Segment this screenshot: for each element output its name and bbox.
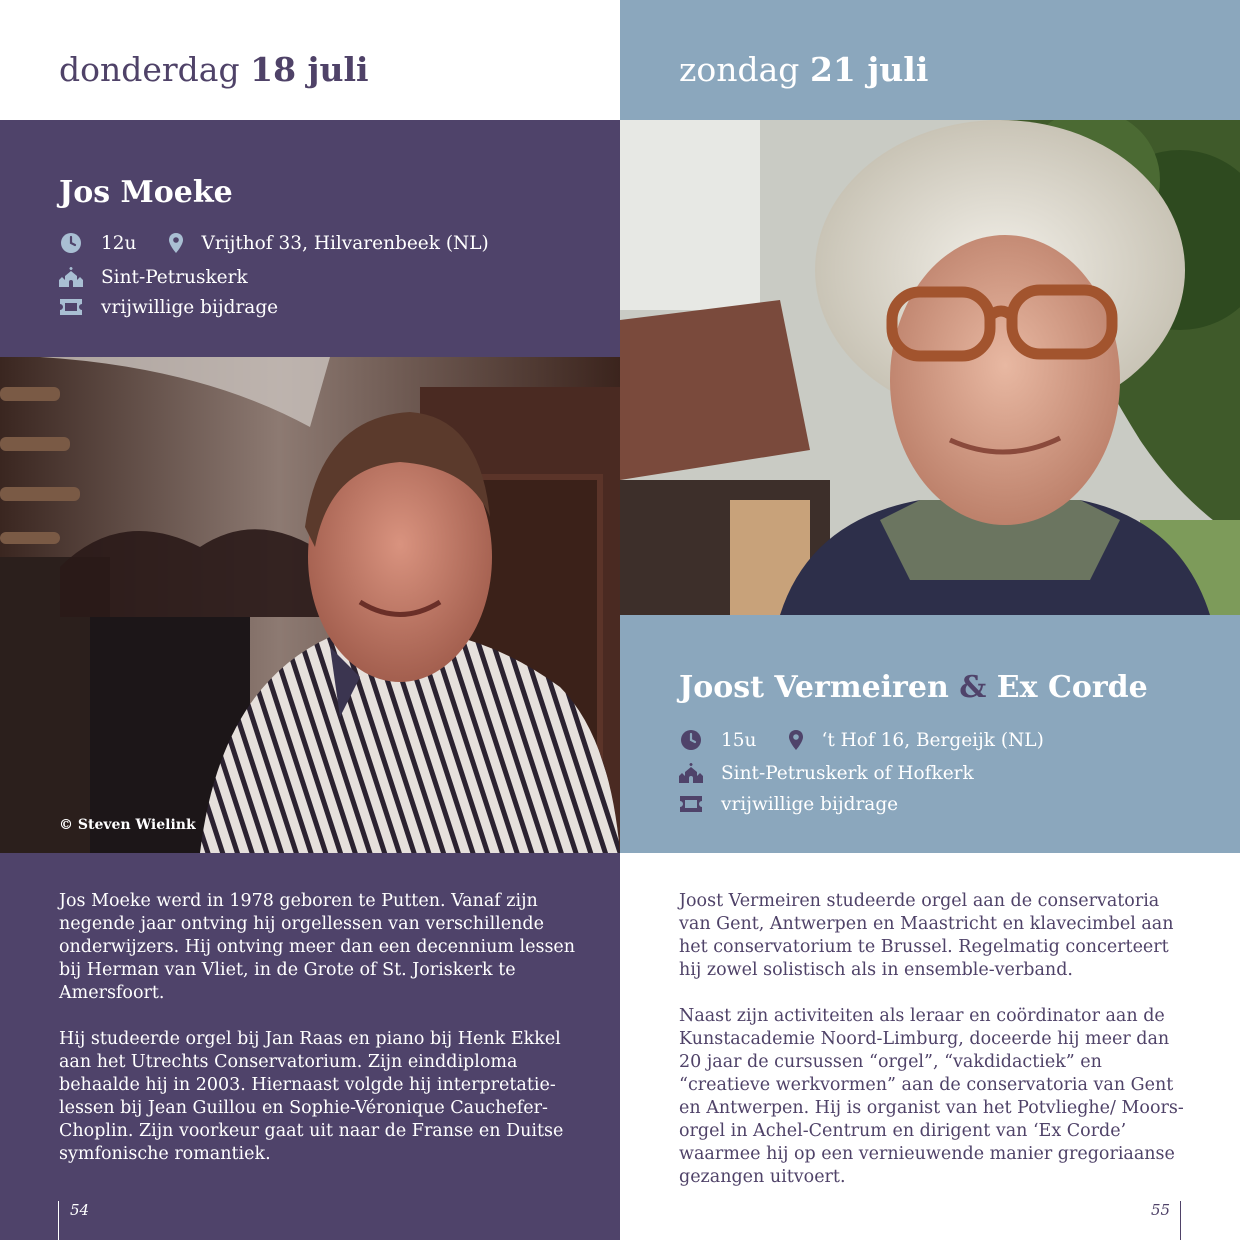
left-date-date: 18 juli [250, 50, 369, 89]
right-venue-row [679, 760, 974, 786]
right-page-header [620, 0, 1240, 120]
location-pin-icon [166, 231, 186, 255]
left-bio [59, 890, 579, 1189]
right-venue: Sint-Petruskerk of Hofkerk [721, 762, 974, 784]
right-price-row [679, 791, 898, 817]
right-time: 15u [721, 729, 757, 751]
left-bio-paragraph-2: Hij studeerde orgel bij Jan Raas en piano bij Henk Ekkel aan het Utrechts Conservatorium. Zijn einddiploma behaalde hij in 2003. Hiernaast volgde hij interpretatie-lessen bij Jean Guillou en Sophie-Véronique Cauchefer-Choplin. Zijn voorkeur gaat uit naar de Franse en Duitse symfonische romantiek. [59, 1029, 564, 1164]
organist-photo-joost-vermeiren [620, 120, 1240, 615]
ticket-icon [679, 792, 703, 816]
right-date-day: zondag [679, 50, 800, 89]
organist-photo-illustration [0, 357, 620, 853]
portrait-photo-illustration [620, 120, 1240, 615]
left-venue-row [59, 264, 248, 290]
church-icon [59, 265, 83, 289]
right-address: ‘t Hof 16, Bergeijk (NL) [821, 729, 1044, 751]
right-event-info [620, 615, 1240, 853]
left-bio-section [0, 853, 620, 1240]
photo-credit: © Steven Wielink [59, 817, 196, 833]
right-bio-paragraph-2: Naast zijn activiteiten als leraar en coördinator aan de Kunstacademie Noord-Limburg, doceerde hij meer dan 20 jaar de cursussen “orgel”, “vakdidactiek” en “creatieve werkvormen” aan de conservatoria van Gent en Antwerpen. Hij is organist van het Potvlieghe/ Moors-orgel in Achel-Centrum en dirigent van ‘Ex Corde’ waarmee hij op een vernieuwende manier gregoriaanse gezangen uitvoert. [679, 1006, 1184, 1187]
left-performer-name: Jos Moeke [59, 175, 233, 210]
location-pin-icon [786, 728, 806, 752]
right-bio-section [620, 853, 1240, 1240]
left-event-info [0, 120, 620, 357]
organist-photo-jos-moeke [0, 357, 620, 853]
page-number-rule [1180, 1201, 1181, 1240]
right-date [679, 50, 928, 90]
left-page-header [0, 0, 620, 120]
page-number-rule [58, 1201, 59, 1240]
left-bio-paragraph-1: Jos Moeke werd in 1978 geboren te Putten. Vanaf zijn negende jaar ontving hij orgellessen van verschillende onderwijzers. Hij ontving meer dan een decennium lessen bij Herman van Vliet, in de Grote of St. Joriskerk te Amersfoort. [59, 891, 576, 1003]
left-price-row [59, 294, 278, 320]
left-price: vrijwillige bijdrage [101, 296, 279, 318]
left-time: 12u [101, 232, 137, 254]
right-bio [679, 890, 1189, 1212]
left-time-location-row [59, 230, 489, 256]
ticket-icon [59, 295, 83, 319]
clock-icon [679, 728, 703, 752]
church-icon [679, 761, 703, 785]
right-price: vrijwillige bijdrage [721, 793, 899, 815]
left-address: Vrijthof 33, Hilvarenbeek (NL) [201, 232, 489, 254]
page-number-left: 54 [70, 1201, 90, 1219]
left-date [59, 50, 369, 90]
clock-icon [59, 231, 83, 255]
left-venue: Sint-Petruskerk [101, 266, 248, 288]
right-performer-name [679, 670, 1148, 706]
right-date-date: 21 juli [809, 50, 929, 89]
right-bio-paragraph-1: Joost Vermeiren studeerde orgel aan de conservatoria van Gent, Antwerpen en Maastricht en klavecimbel aan het conservatorium te Brussel. Regelmatig concerteert hij zowel solistisch als in ensemble-verband. [679, 891, 1174, 980]
page-number-right: 55 [1151, 1201, 1171, 1219]
right-performer-b: Ex Corde [996, 670, 1148, 705]
left-date-day: donderdag [59, 50, 240, 89]
ampersand: & [959, 670, 987, 705]
right-time-location-row [679, 727, 1044, 753]
right-performer-a: Joost Vermeiren [679, 670, 949, 705]
